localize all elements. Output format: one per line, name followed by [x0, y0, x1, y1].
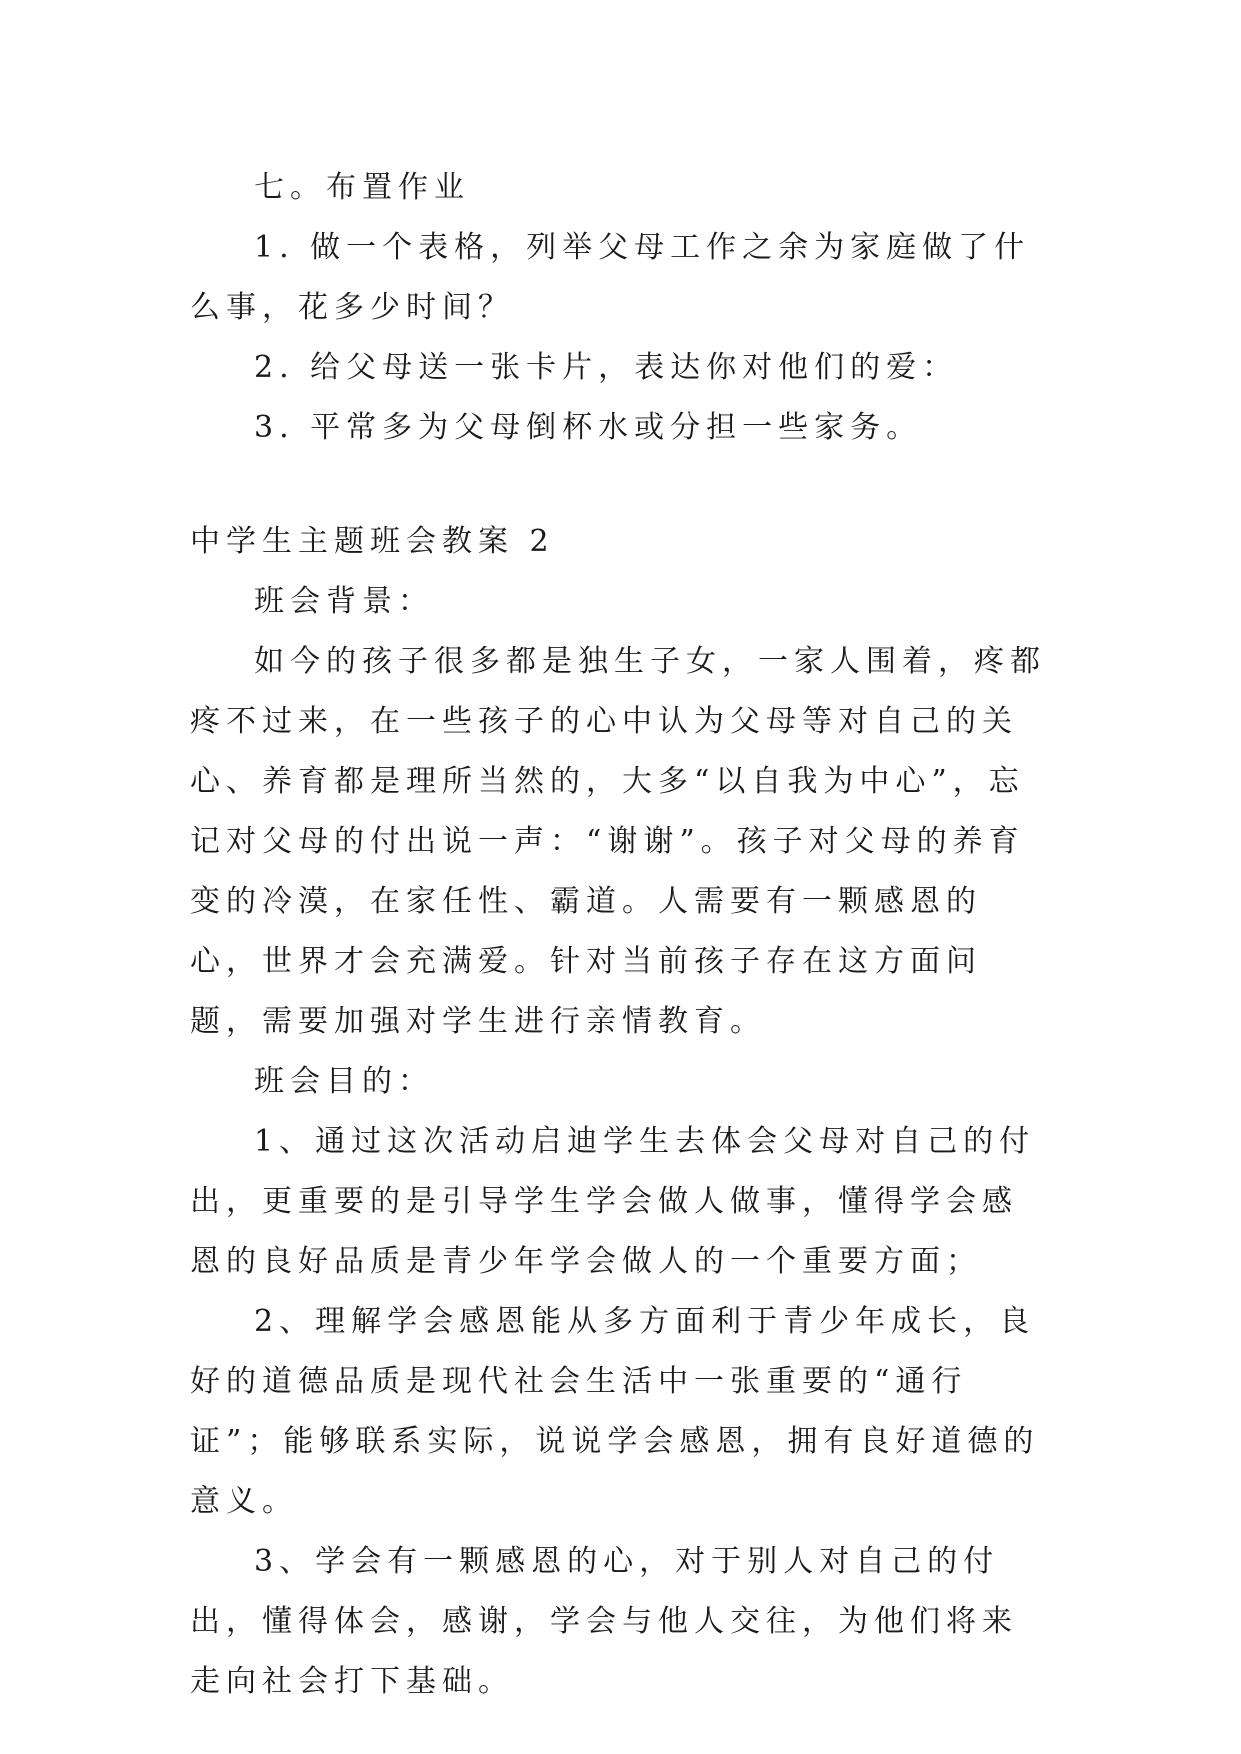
background-heading: 班会背景： — [254, 584, 434, 619]
homework-item-3: 3. 平常多为父母倒杯水或分担一些家务。 — [254, 410, 923, 445]
lesson-plan-section — [190, 512, 1050, 1712]
homework-heading: 七。布置作业 — [254, 170, 470, 205]
purpose-item-1: 1、通过这次活动启迪学生去体会父母对自己的付出，更重要的是引导学生学会做人做事，懂得学会感恩的良好品质是青少年学会做人的一个重要方面； — [190, 1124, 1036, 1279]
background-paragraph: 如今的孩子很多都是独生子女，一家人围着，疼都疼不过来，在一些孩子的心中认为父母等对自己的关心、养育都是理所当然的，大多“以自我为中心”，忘记对父母的付出说一声：“谢谢”。孩子对父母的养育变的冷漠，在家任性、霸道。人需要有一颗感恩的心，世界才会充满爱。针对当前孩子存在这方面问题，需要加强对学生进行亲情教育。 — [190, 644, 1046, 1039]
homework-item-1: 1. 做一个表格，列举父母工作之余为家庭做了什么事，花多少时间？ — [190, 230, 1031, 325]
lesson-plan-title: 中学生主题班会教案 2 — [190, 524, 555, 559]
purpose-heading: 班会目的： — [254, 1064, 434, 1099]
purpose-item-3: 3、学会有一颗感恩的心，对于别人对自己的付出，懂得体会，感谢，学会与他人交往，为他们将来走向社会打下基础。 — [190, 1544, 1018, 1699]
homework-section — [190, 158, 1050, 458]
homework-item-2: 2. 给父母送一张卡片，表达你对他们的爱： — [254, 350, 959, 385]
purpose-item-2: 2、理解学会感恩能从多方面利于青少年成长，良好的道德品质是现代社会生活中一张重要的“通行证”；能够联系实际，说说学会感恩，拥有良好道德的意义。 — [190, 1304, 1040, 1519]
